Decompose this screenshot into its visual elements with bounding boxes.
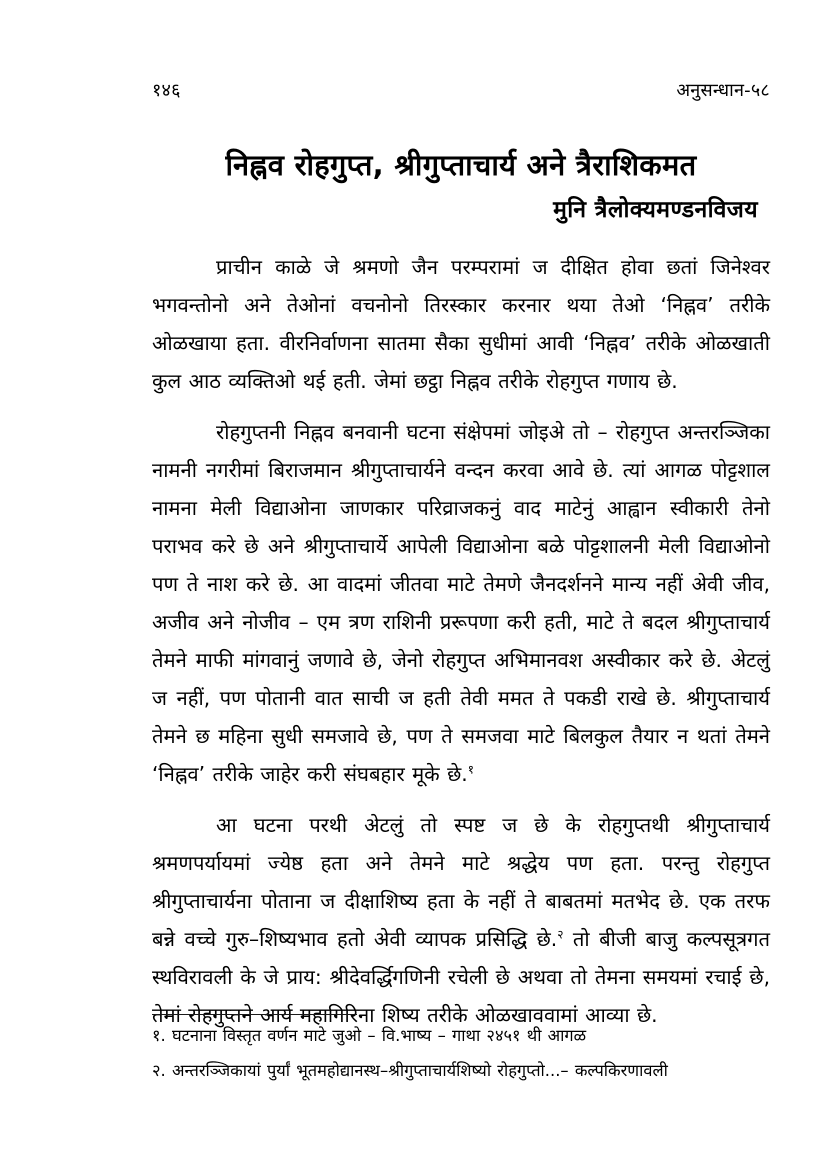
footnote-1: १. घटनाना विस्तृत वर्णन माटे जुओ – वि.भाष्य – गाथा २४५१ थी आगळ	[152, 1026, 587, 1045]
paragraph-1	[152, 248, 770, 400]
running-head	[152, 78, 770, 106]
paragraph-2-text: रोहगुप्तनी निह्नव बनवानी घटना संक्षेपमां जोइअे तो – रोहगुप्त अन्तरञ्जिका नामनी नगरीमां बिराजमान श्रीगुप्ताचार्यने वन्दन करवा आवे छे. त्यां आगळ पोट्टशाल नामना मेली विद्याओना जाणकार परिव्राजकनुं वाद माटेनुं आह्वान स्वीकारी तेनो पराभव करे छे अने श्रीगुप्ताचार्ये आपेली विद्याओना बळे पोट्टशालनी मेली विद्याओनो पण ते नाश करे छे. आ वादमां जीतवा माटे तेमणे जैनदर्शनने मान्य नहीं अेवी जीव, अजीव अने नोजीव – एम त्रण राशिनी प्ररूपणा करी हती, माटे ते बदल श्रीगुप्ताचार्य तेमने माफी मांगवानुं जणावे छे, जेनो रोहगुप्त अभिमानवश अस्वीकार करे छे. अेटलुं ज नहीं, पण पोतानी वात साची ज हती तेवी ममत ते पकडी राखे छे. श्रीगुप्ताचार्य तेमने छ महिना सुधी समजावे छे, पण ते समजवा माटे बिलकुल तैयार न थतां तेमने ‘निह्नव’ तरीके जाहेर करी संघबहार मूके छे.	[152, 420, 770, 786]
footnote-separator-rule	[152, 1014, 357, 1015]
author-byline: मुनि त्रैलोक्यमण्डनविजय	[553, 197, 758, 223]
article-title: निह्नव रोहगुप्त, श्रीगुप्ताचार्य अने त्रैराशिकमत	[225, 148, 697, 183]
paragraph-3-text-part-a: आ घटना परथी अेटलुं तो स्पष्ट ज छे के रोहगुप्तथी श्रीगुप्ताचार्य श्रमणपर्यायमां ज्येष्ठ हता अने तेमने माटे श्रद्धेय पण हता. परन्तु रोहगुप्त श्रीगुप्ताचार्यना पोताना ज दीक्षाशिष्य हता के नहीं ते बाबतमां मतभेद छे. एक तरफ बन्ने वच्चे गुरु–शिष्यभाव हतो अेवी व्यापक प्रसिद्धि छे.	[152, 813, 770, 951]
paragraph-3-text-part-b: तो बीजी बाजु कल्पसूत्रगत स्थविरावली के जे प्राय: श्रीदेवर्द्धिगणिनी रचेली छे अथवा तो तेमना समयमां रचाई छे, तेमां रोहगुप्तने आर्य महागिरिना शिष्य तरीके ओळखाववामां आव्या छे.	[152, 927, 770, 1027]
page-number: १४६	[152, 80, 181, 101]
paragraph-2	[152, 413, 770, 793]
paragraph-1-text: प्राचीन काळे जे श्रमणो जैन परम्परामां ज दीक्षित होवा छतां जिनेश्वर भगवन्तोनो अने तेओनां वचनोनो तिरस्कार करनार थया तेओ ‘निह्नव’ तरीके ओळखाया हता. वीरनिर्वाणना सातमा सैका सुधीमां आवी ‘निह्नव’ तरीके ओळखाती कुल आठ व्यक्तिओ थई हती. जेमां छट्ठा निह्नव तरीके रोहगुप्त गणाय छे.	[152, 255, 770, 393]
footnote-area	[152, 1014, 770, 1085]
paragraph-3	[152, 806, 770, 1034]
journal-reference: अनुसन्धान-५८	[676, 80, 770, 101]
footnote-marker-2: २	[557, 927, 564, 942]
body-text	[152, 248, 770, 1034]
footnote-2: २. अन्तरञ्जिकायां पुर्यां भूतमहोद्यानस्थ–श्रीगुप्ताचार्यशिष्यो रोहगुप्तो...– कल्पकिरणावली	[152, 1061, 668, 1080]
footnote-marker-1: १	[467, 762, 474, 777]
